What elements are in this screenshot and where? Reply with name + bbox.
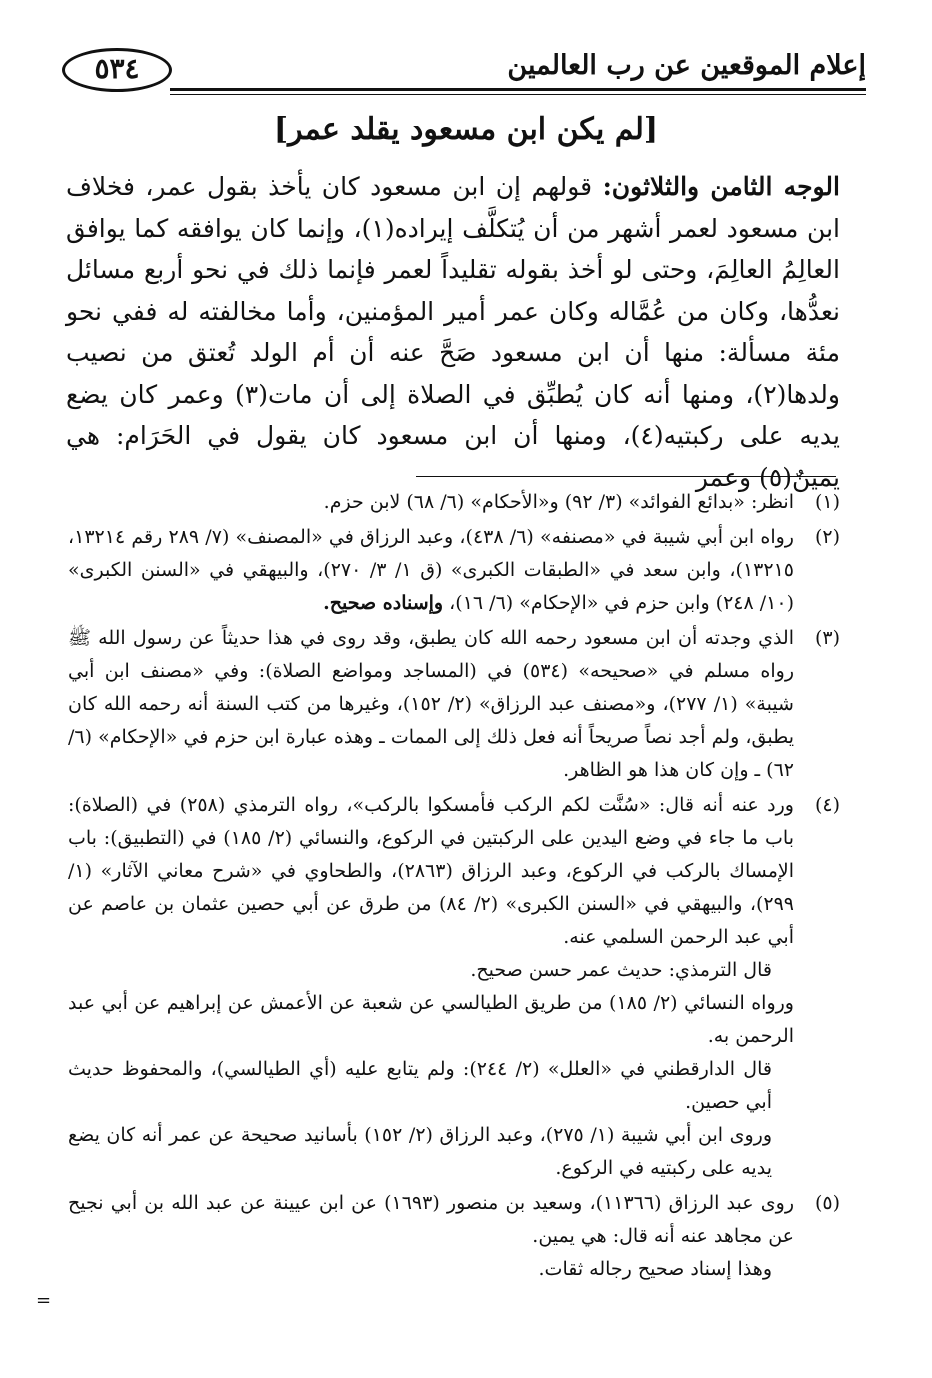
footnote-1 <box>68 486 840 519</box>
footnote-text: الذي وجدته أن ابن مسعود رحمه الله كان يطبق، وقد روى في هذا حديثاً عن رسول الله ﷺ رواه مسلم في «صحيحه» (٥٣٤) في (المساجد ومواضع الصلاة): وفي «مصنف ابن أبي شيبة» (١/ ٢٧٧)، و«مصنف عبد الرزاق» (٢/ ١٥٢)، وغيرها من كتب السنة أنه رحمه الله كان يطبق، ولم أجد نصاً صريحاً أنه فعل ذلك إلى الممات ـ وهذه عبارة ابن حزم في «الإحكام» (٦/ ٦٢) ـ وإن كان هذا هو الظاهر. <box>68 627 795 781</box>
running-header <box>62 40 866 100</box>
running-title: إعلام الموقعين عن رب العالمين <box>507 50 866 81</box>
footnote-number: (٣) <box>814 627 840 649</box>
main-lead: الوجه الثامن والثلاثون: <box>602 172 841 201</box>
page-number: ٥٣٤ <box>62 48 172 92</box>
footnote-4 <box>68 789 840 1185</box>
footnote-number: (٢) <box>814 526 840 548</box>
main-body: قولهم إن ابن مسعود كان يأخذ بقول عمر، فخلاف ابن مسعود لعمر أشهر من أن يُتكلَّف إيراده(١)، وإنما كان يوافقه كما يوافق العالِمُ العالِمَ، وحتى لو أخذ بقوله تقليداً لعمر فإنما ذلك في نحو أربع مسائل نعدُّها، وكان من عُمَّاله وكان عمر أمير المؤمنين، وأما مخالفته له ففي نحو مئة مسألة: منها أن ابن مسعود صَحَّ عنه أن أم الولد تُعتق من نصيب ولدها(٢)، ومنها أنه كان يُطبِّق في الصلاة إلى أن مات(٣) وعمر كان يضع يديه على ركبتيه(٤)، ومنها أن ابن مسعود كان يقول في الحَرَام: هي يمينٌ(٥) وعمر <box>66 172 840 492</box>
footnote-grading: وإسناده صحيح. <box>323 592 444 614</box>
footnote-text: انظر: «بدائع الفوائد» (٣/ ٩٢) و«الأحكام» (٦/ ٦٨) لابن حزم. <box>323 491 794 513</box>
footnote-paragraph: ورواه النسائي (٢/ ١٨٥) من طريق الطيالسي عن شعبة عن الأعمش عن إبراهيم عن أبي عبد الرحمن به. <box>68 992 794 1047</box>
header-rule-thin <box>170 94 866 95</box>
footnote-5 <box>68 1187 840 1286</box>
footnote-body <box>68 486 794 519</box>
footnote-body <box>68 622 794 787</box>
footnote-text: ورد عنه أنه قال: «سُنَّت لكم الركب فأمسكوا بالركب»، رواه الترمذي (٢٥٨) في (الصلاة): باب ما جاء في وضع اليدين على الركبتين في الركوع، والنسائي (٢/ ١٨٥) في (التطبيق): باب الإمساك بالركب في الركوع، وعبد الرزاق (٢٨٦٣)، والطحاوي في «شرح معاني الآثار» (١/ ٢٩٩)، والبيهقي في «السنن الكبرى» (٢/ ٨٤) من طرق عن أبي حصين عثمان بن عاصم عن أبي عبد الرحمن السلمي عنه. <box>68 794 794 948</box>
footnote-body <box>68 1187 794 1286</box>
footnote-text <box>68 521 794 620</box>
footnote-body <box>68 789 794 1185</box>
continuation-mark: = <box>36 1290 52 1311</box>
footnotes <box>68 486 840 1288</box>
footnote-body <box>68 521 794 620</box>
footnote-text: روى عبد الرزاق (١١٣٦٦)، وسعيد بن منصور (١٦٩٣) عن ابن عيينة عن عبد الله بن أبي نجيح عن مجاهد عنه أنه قال: هي يمين. <box>68 1192 794 1247</box>
main-text <box>66 166 840 498</box>
footnote-3 <box>68 622 840 787</box>
footnote-number: (١) <box>814 491 840 513</box>
footnote-paragraph: وهذا إسناد صحيح رجاله ثقات. <box>538 1258 772 1280</box>
header-rule <box>170 88 866 91</box>
footnote-text-run: رواه ابن أبي شيبة في «مصنفه» (٦/ ٤٣٨)، وعبد الرزاق في «المصنف» (٧/ ٢٨٩ رقم ١٣٢١٤، ١٣٢١٥)، وابن سعد في «الطبقات الكبرى» (ق ١/ ٣/ ٢٧٠)، والبيهقي في «السنن الكبرى» (١٠/ ٢٤٨) وابن حزم في «الإحكام» (٦/ ١٦)، <box>68 526 794 614</box>
footnote-paragraph: قال الترمذي: حديث عمر حسن صحيح. <box>470 959 772 981</box>
footnote-number: (٤) <box>814 794 840 816</box>
footnote-paragraph: قال الدارقطني في «العلل» (٢/ ٢٤٤): ولم يتابع عليه (أي الطيالسي)، والمحفوظ حديث أبي حصين. <box>68 1058 772 1113</box>
section-title: [لم يكن ابن مسعود يقلد عمر] <box>273 112 659 147</box>
footnote-separator <box>416 476 836 477</box>
footnote-paragraph: وروى ابن أبي شيبة (١/ ٢٧٥)، وعبد الرزاق (٢/ ١٥٢) بأسانيد صحيحة عن عمر أنه كان يضع يديه على ركبتيه في الركوع. <box>68 1124 773 1179</box>
footnote-2 <box>68 521 840 620</box>
footnote-number: (٥) <box>814 1192 840 1214</box>
